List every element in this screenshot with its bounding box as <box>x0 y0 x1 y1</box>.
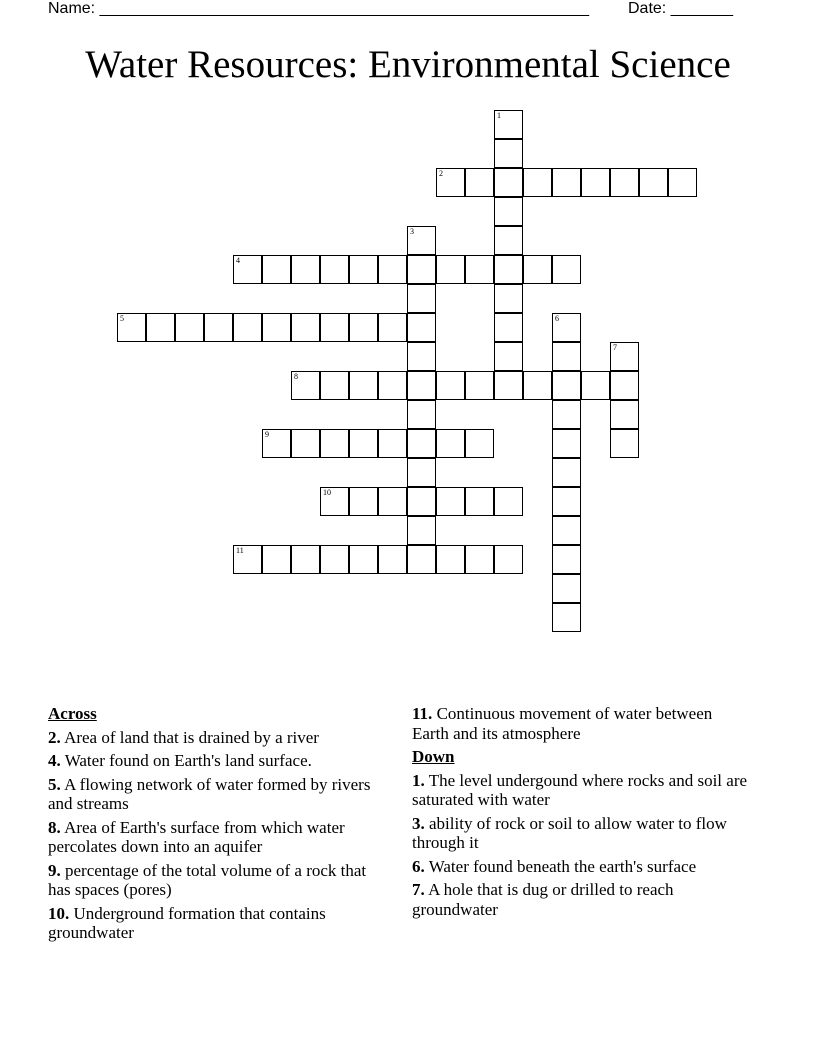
crossword-cell[interactable] <box>494 255 523 284</box>
cell-number: 7 <box>613 343 617 352</box>
crossword-cell[interactable] <box>494 487 523 516</box>
crossword-cell[interactable] <box>349 487 378 516</box>
crossword-cell[interactable] <box>291 313 320 342</box>
crossword-cell[interactable] <box>349 255 378 284</box>
cell-number: 6 <box>555 314 559 323</box>
crossword-cell[interactable] <box>552 516 581 545</box>
across-clue-5 <box>48 775 388 814</box>
crossword-cell[interactable] <box>233 255 262 284</box>
crossword-cell[interactable] <box>668 168 697 197</box>
crossword-cell[interactable] <box>407 226 436 255</box>
crossword-cell[interactable] <box>320 255 349 284</box>
crossword-cell[interactable] <box>436 429 465 458</box>
clue-number: 11. <box>412 704 433 723</box>
crossword-cell[interactable] <box>436 168 465 197</box>
name-field[interactable]: Name: _______________________________________________________ <box>48 0 589 17</box>
clue-number: 5. <box>48 774 61 794</box>
crossword-cell[interactable] <box>175 313 204 342</box>
crossword-cell[interactable] <box>494 226 523 255</box>
crossword-cell[interactable] <box>436 487 465 516</box>
clues-column-right <box>412 704 752 923</box>
clue-number: 9. <box>48 860 61 880</box>
crossword-cell[interactable] <box>552 313 581 342</box>
crossword-cell[interactable] <box>552 487 581 516</box>
clue-number: 7. <box>412 880 425 899</box>
crossword-cell[interactable] <box>494 139 523 168</box>
crossword-cell[interactable] <box>465 371 494 400</box>
cell-number: 3 <box>410 227 414 236</box>
crossword-cell[interactable] <box>291 255 320 284</box>
crossword-cell[interactable] <box>407 400 436 429</box>
crossword-cell[interactable] <box>233 313 262 342</box>
crossword-cell[interactable] <box>378 371 407 400</box>
across-clue-4 <box>48 751 388 771</box>
crossword-cell[interactable] <box>552 342 581 371</box>
crossword-cell[interactable] <box>552 429 581 458</box>
crossword-cell[interactable] <box>436 255 465 284</box>
crossword-cell[interactable] <box>494 284 523 313</box>
clue-text: percentage of the total volume of a rock that has spaces (pores) <box>48 860 367 899</box>
crossword-cell[interactable] <box>581 168 610 197</box>
clue-number: 8. <box>48 817 61 837</box>
crossword-cell[interactable] <box>407 516 436 545</box>
clue-text: A flowing network of water formed by rivers and streams <box>48 774 371 813</box>
clue-text: The level undergound where rocks and soil are saturated with water <box>412 770 748 809</box>
crossword-cell[interactable] <box>494 342 523 371</box>
crossword-cell[interactable] <box>204 313 233 342</box>
crossword-cell[interactable] <box>552 255 581 284</box>
crossword-cell[interactable] <box>436 371 465 400</box>
across-clue-11 <box>412 704 752 743</box>
clue-text: Area of Earth's surface from which water percolates down into an aquifer <box>48 817 345 856</box>
cell-number: 2 <box>439 169 443 178</box>
crossword-cell[interactable] <box>581 371 610 400</box>
crossword-cell[interactable] <box>639 168 668 197</box>
down-clue-6 <box>412 857 752 877</box>
crossword-cell[interactable] <box>610 371 639 400</box>
crossword-cell[interactable] <box>407 255 436 284</box>
clue-number: 3. <box>412 813 425 833</box>
crossword-cell[interactable] <box>407 284 436 313</box>
crossword-cell[interactable] <box>407 458 436 487</box>
crossword-cell[interactable] <box>436 545 465 574</box>
crossword-cell[interactable] <box>407 342 436 371</box>
crossword-cell[interactable] <box>552 458 581 487</box>
across-clue-2 <box>48 728 388 748</box>
crossword-cell[interactable] <box>552 603 581 632</box>
cell-number: 4 <box>236 256 240 265</box>
crossword-cell[interactable] <box>320 371 349 400</box>
crossword-cell[interactable] <box>378 545 407 574</box>
crossword-cell[interactable] <box>610 429 639 458</box>
cell-number: 1 <box>497 111 501 120</box>
cell-number: 8 <box>294 372 298 381</box>
crossword-cell[interactable] <box>407 545 436 574</box>
crossword-cell[interactable] <box>552 545 581 574</box>
cell-number: 11 <box>236 546 244 555</box>
clue-text: ability of rock or soil to allow water to flow through it <box>412 813 727 852</box>
crossword-cell[interactable] <box>465 545 494 574</box>
crossword-cell[interactable] <box>610 400 639 429</box>
crossword-cell[interactable] <box>378 429 407 458</box>
crossword-cell[interactable] <box>349 371 378 400</box>
crossword-cell[interactable] <box>349 545 378 574</box>
crossword-cell[interactable] <box>552 168 581 197</box>
crossword-cell[interactable] <box>117 313 146 342</box>
clue-number: 4. <box>48 751 61 770</box>
crossword-cell[interactable] <box>552 574 581 603</box>
crossword-cell[interactable] <box>262 255 291 284</box>
date-field[interactable]: Date: _______ <box>628 0 733 17</box>
clue-text: Continuous movement of water between Earth and its atmosphere <box>412 704 713 743</box>
crossword-cell[interactable] <box>465 429 494 458</box>
across-clue-8 <box>48 818 388 857</box>
across-heading: Across <box>48 704 97 723</box>
clue-number: 6. <box>412 856 425 876</box>
crossword-cell[interactable] <box>378 255 407 284</box>
crossword-cell[interactable] <box>494 168 523 197</box>
crossword-cell[interactable] <box>552 400 581 429</box>
crossword-cell[interactable] <box>523 255 552 284</box>
crossword-cell[interactable] <box>494 313 523 342</box>
crossword-cell[interactable] <box>494 371 523 400</box>
crossword-cell[interactable] <box>262 429 291 458</box>
clue-text: Water found on Earth's land surface. <box>64 751 312 770</box>
crossword-cell[interactable] <box>262 545 291 574</box>
crossword-cell[interactable] <box>291 429 320 458</box>
crossword-cell[interactable] <box>523 168 552 197</box>
crossword-cell[interactable] <box>494 545 523 574</box>
crossword-cell[interactable] <box>349 429 378 458</box>
cell-number: 9 <box>265 430 269 439</box>
crossword-cell[interactable] <box>465 487 494 516</box>
crossword-cell[interactable] <box>552 371 581 400</box>
clue-number: 2. <box>48 727 61 747</box>
down-heading: Down <box>412 747 455 766</box>
clue-text: Underground formation that contains groundwater <box>48 903 326 942</box>
crossword-cell[interactable] <box>291 371 320 400</box>
across-clue-9 <box>48 861 388 900</box>
crossword-cell[interactable] <box>146 313 175 342</box>
crossword-cell[interactable] <box>262 313 291 342</box>
down-clue-7 <box>412 880 752 919</box>
down-clue-3 <box>412 814 752 853</box>
crossword-cell[interactable] <box>233 545 262 574</box>
clue-number: 10. <box>48 903 70 923</box>
cell-number: 5 <box>120 314 124 323</box>
down-clue-1 <box>412 771 752 810</box>
crossword-cell[interactable] <box>349 313 378 342</box>
crossword-cell[interactable] <box>320 487 349 516</box>
crossword-cell[interactable] <box>320 313 349 342</box>
crossword-cell[interactable] <box>610 168 639 197</box>
crossword-cell[interactable] <box>378 487 407 516</box>
crossword-cell[interactable] <box>407 487 436 516</box>
crossword-cell[interactable] <box>407 371 436 400</box>
crossword-cell[interactable] <box>320 429 349 458</box>
clue-text: Area of land that is drained by a river <box>64 727 319 747</box>
clue-number: 1. <box>412 770 425 790</box>
crossword-cell[interactable] <box>465 168 494 197</box>
cell-number: 10 <box>323 488 331 497</box>
crossword-cell[interactable] <box>494 197 523 226</box>
crossword-cell[interactable] <box>320 545 349 574</box>
crossword-cell[interactable] <box>465 255 494 284</box>
crossword-cell[interactable] <box>378 313 407 342</box>
crossword-cell[interactable] <box>494 110 523 139</box>
crossword-cell[interactable] <box>523 371 552 400</box>
across-clue-10 <box>48 904 388 943</box>
crossword-cell[interactable] <box>291 545 320 574</box>
clue-text: Water found beneath the earth's surface <box>428 856 697 876</box>
crossword-cell[interactable] <box>407 429 436 458</box>
crossword-cell[interactable] <box>407 313 436 342</box>
clues-column-left <box>48 704 388 947</box>
clue-text: A hole that is dug or drilled to reach groundwater <box>412 880 674 919</box>
crossword-cell[interactable] <box>610 342 639 371</box>
page-title: Water Resources: Environmental Science <box>85 43 731 86</box>
